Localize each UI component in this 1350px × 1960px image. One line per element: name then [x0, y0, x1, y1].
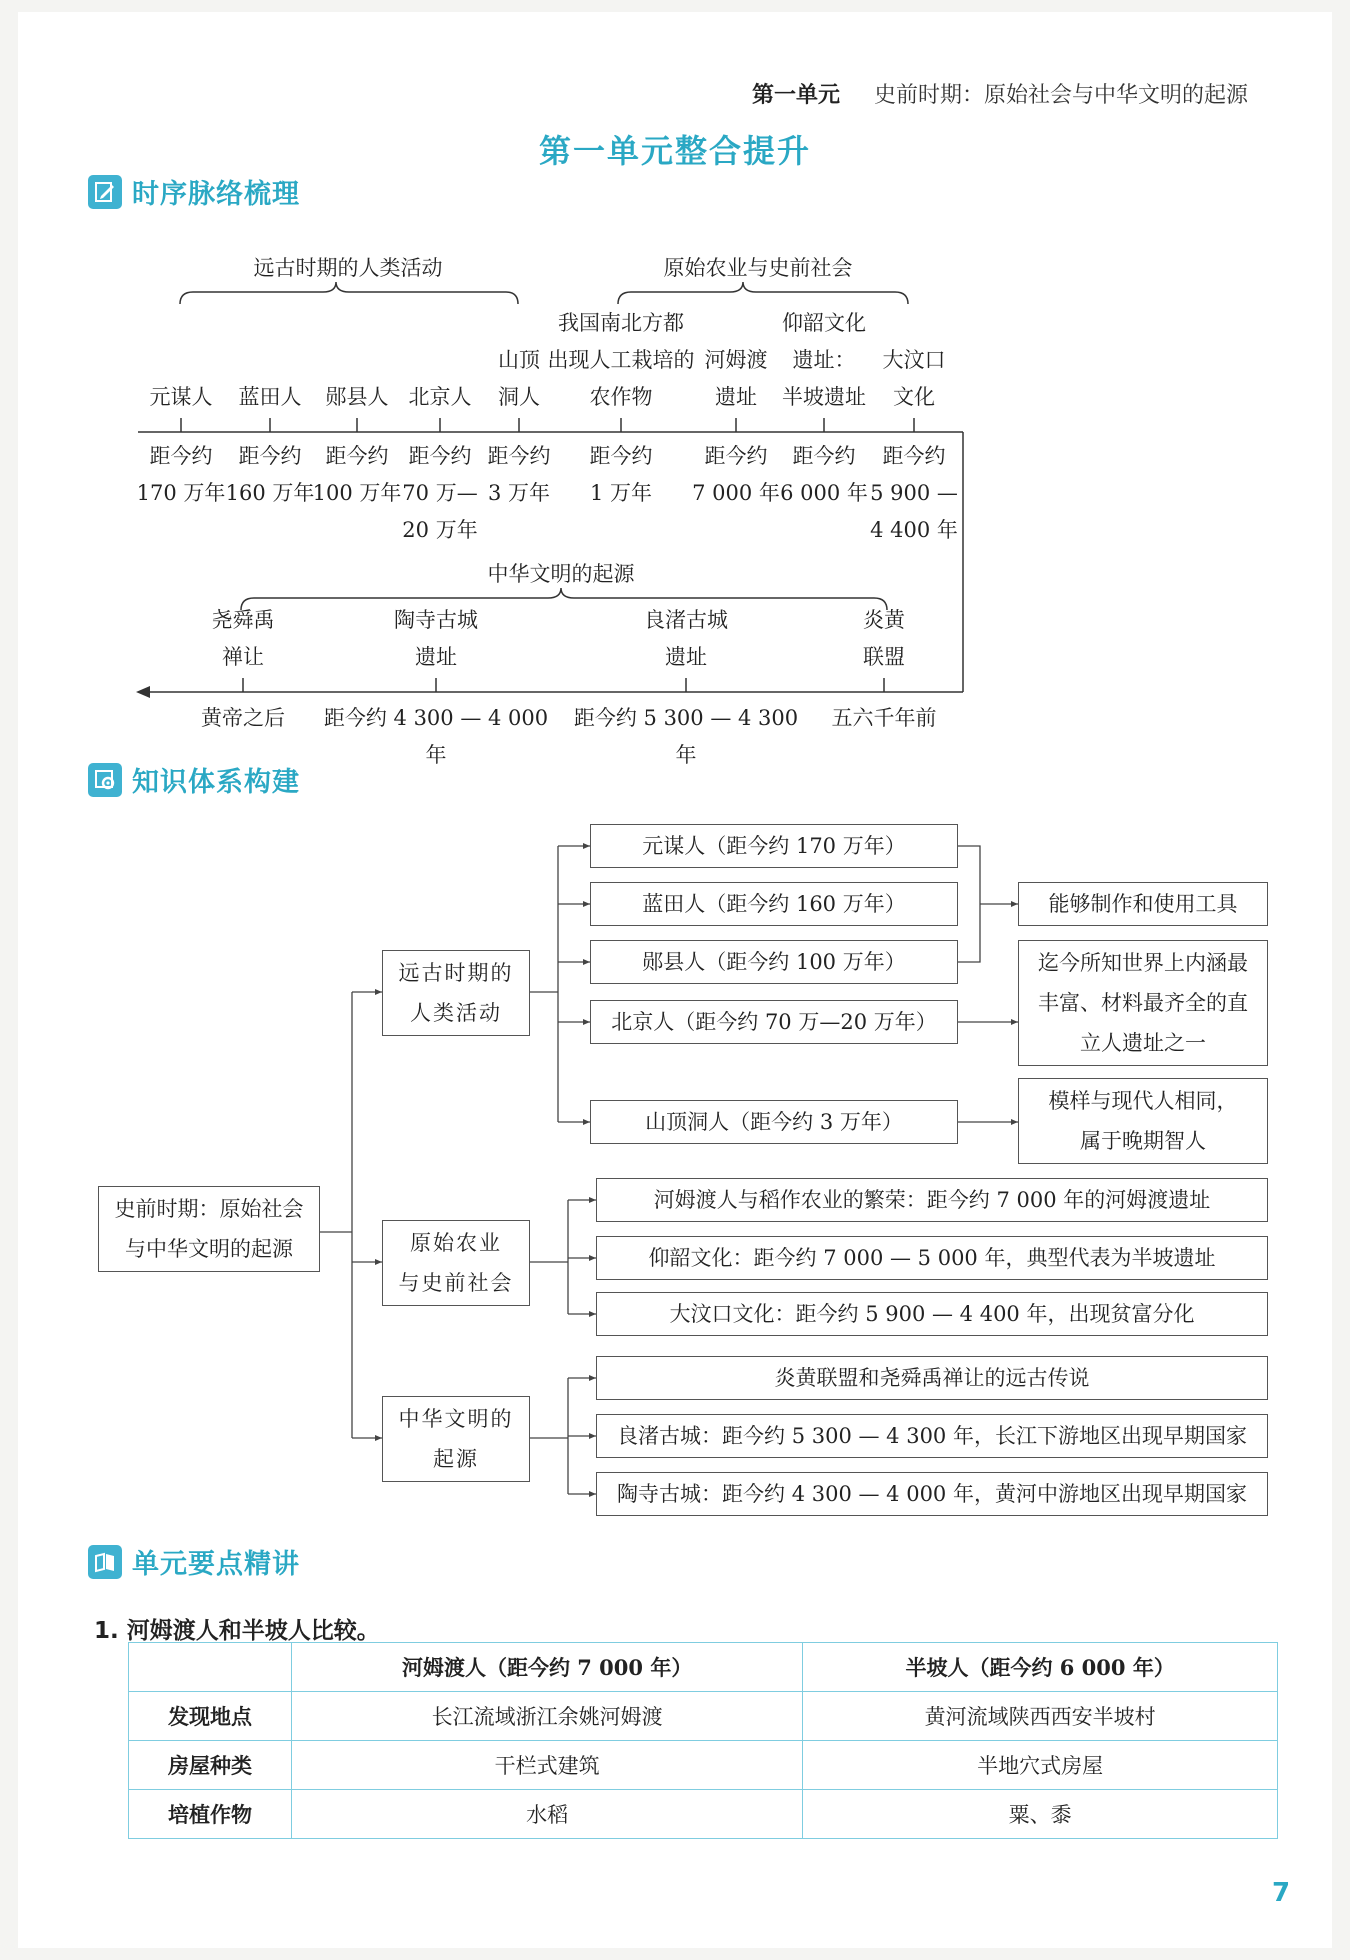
leaf-node: 大汶口文化：距今约 5 900 — 4 400 年，出现贫富分化 — [596, 1292, 1268, 1336]
leaf-node: 北京人（距今约 70 万—20 万年） — [590, 1000, 958, 1044]
question-title: 1. 河姆渡人和半坡人比较。 — [94, 1618, 380, 1644]
table-header-row — [129, 1643, 1278, 1692]
table-corner — [129, 1643, 292, 1692]
knowledge-connectors — [18, 12, 1332, 1512]
row-header: 房屋种类 — [129, 1741, 292, 1790]
table-row — [129, 1741, 1278, 1790]
table-cell: 水稻 — [292, 1790, 803, 1839]
table-cell: 黄河流域陕西西安半坡村 — [803, 1692, 1278, 1741]
leaf-node: 山顶洞人（距今约 3 万年） — [590, 1100, 958, 1144]
leaf-node: 元谋人（距今约 170 万年） — [590, 824, 958, 868]
table-cell: 半地穴式房屋 — [803, 1741, 1278, 1790]
timeline-event: 尧舜禹 禅让 — [211, 608, 275, 669]
note-node: 模样与现代人相同， 属于晚期智人 — [1018, 1078, 1268, 1164]
page — [18, 12, 1332, 1948]
timeline-date: 距今约 3 万年 — [487, 444, 551, 505]
table-row — [129, 1692, 1278, 1741]
section-heading-keypoints — [88, 1542, 300, 1581]
timeline-event: 蓝田人 — [238, 385, 302, 409]
timeline-event: 郧县人 — [325, 385, 389, 409]
timeline-event: 炎黄 联盟 — [863, 608, 905, 669]
timeline-date: 距今约 70 万— 20 万年 — [402, 444, 478, 542]
timeline-date: 距今约 7 000 年 — [692, 444, 780, 505]
brace-label-civilization: 中华文明的起源 — [487, 562, 635, 586]
brace-label-ancient: 远古时期的人类活动 — [253, 256, 443, 280]
column-header: 河姆渡人（距今约 7 000 年） — [292, 1643, 803, 1692]
timeline-date: 距今约 6 000 年 — [780, 444, 868, 505]
leaf-node: 郧县人（距今约 100 万年） — [590, 940, 958, 984]
leaf-node: 良渚古城：距今约 5 300 — 4 300 年，长江下游地区出现早期国家 — [596, 1414, 1268, 1458]
section-title: 单元要点精讲 — [132, 1549, 300, 1580]
leaf-node: 仰韶文化：距今约 7 000 — 5 000 年，典型代表为半坡遗址 — [596, 1236, 1268, 1280]
timeline-event: 元谋人 — [149, 385, 213, 409]
table-cell: 干栏式建筑 — [292, 1741, 803, 1790]
timeline-event: 北京人 — [408, 385, 472, 409]
branch-node: 远古时期的 人类活动 — [382, 950, 530, 1036]
leaf-node: 炎黄联盟和尧舜禹禅让的远古传说 — [596, 1356, 1268, 1400]
timeline-event: 大汶口 文化 — [882, 348, 946, 409]
table-row — [129, 1790, 1278, 1839]
page-title: 第一单元整合提升 — [538, 132, 811, 170]
page-number: 7 — [1272, 1878, 1291, 1908]
section-title: 知识体系构建 — [132, 767, 300, 798]
timeline-event: 山顶 洞人 — [498, 348, 540, 409]
comparison-table — [128, 1642, 1278, 1839]
brace-label-agriculture: 原始农业与史前社会 — [663, 256, 853, 280]
branch-node: 中华文明的 起源 — [382, 1396, 530, 1482]
column-header: 半坡人（距今约 6 000 年） — [803, 1643, 1278, 1692]
leaf-node: 陶寺古城：距今约 4 300 — 4 000 年，黄河中游地区出现早期国家 — [596, 1472, 1268, 1516]
leaf-node: 蓝田人（距今约 160 万年） — [590, 882, 958, 926]
note-node: 迄今所知世界上内涵最 丰富、材料最齐全的直 立人遗址之一 — [1018, 940, 1268, 1066]
timeline-date: 五六千年前 — [831, 706, 937, 730]
timeline-date: 黄帝之后 — [201, 706, 285, 730]
timeline-event: 河姆渡 遗址 — [704, 348, 768, 409]
timeline-date: 距今约 1 万年 — [589, 444, 653, 505]
header-unit: 第一单元 — [752, 83, 841, 108]
timeline-event: 仰韶文化 遗址： 半坡遗址 — [782, 311, 866, 409]
timeline-event: 陶寺古城 遗址 — [394, 608, 478, 669]
timeline-date: 距今约 170 万年 — [136, 444, 226, 505]
header-subtitle: 史前时期：原始社会与中华文明的起源 — [874, 83, 1249, 108]
timeline-date: 距今约 4 300 — 4 000 年 — [323, 706, 549, 767]
timeline-date: 距今约 5 900 — 4 400 年 — [870, 444, 958, 542]
root-node: 史前时期：原始社会 与中华文明的起源 — [98, 1186, 320, 1272]
timeline-date: 距今约 5 300 — 4 300 年 — [573, 706, 799, 767]
row-header: 发现地点 — [129, 1692, 292, 1741]
table-cell: 粟、黍 — [803, 1790, 1278, 1839]
branch-node: 原始农业 与史前社会 — [382, 1220, 530, 1306]
section-title: 时序脉络梳理 — [132, 179, 300, 210]
timeline-date: 距今约 100 万年 — [312, 444, 402, 505]
leaf-node: 河姆渡人与稻作农业的繁荣：距今约 7 000 年的河姆渡遗址 — [596, 1178, 1268, 1222]
table-cell: 长江流域浙江余姚河姆渡 — [292, 1692, 803, 1741]
timeline-date: 距今约 160 万年 — [225, 444, 315, 505]
timeline-event: 我国南北方都 出现人工栽培的 农作物 — [547, 311, 695, 409]
row-header: 培植作物 — [129, 1790, 292, 1839]
note-node: 能够制作和使用工具 — [1018, 882, 1268, 926]
timeline-event: 良渚古城 遗址 — [644, 608, 728, 669]
book-icon — [88, 1545, 122, 1579]
